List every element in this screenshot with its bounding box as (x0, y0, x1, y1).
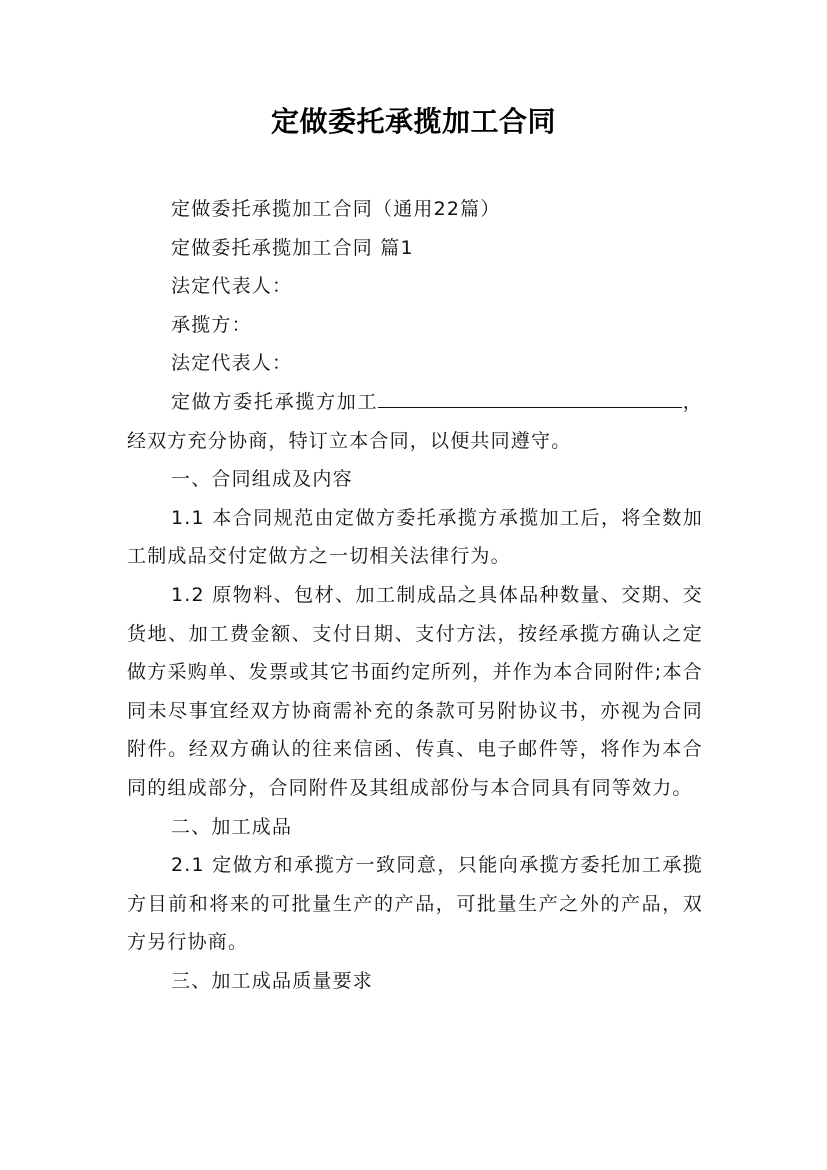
fill-in-blank (378, 385, 682, 408)
paragraph-legal-rep-2: 法定代表人： (171, 352, 293, 375)
heading-contract-composition: 一、合同组成及内容 (171, 468, 353, 491)
heading-quality-requirements: 三、加工成品质量要求 (171, 969, 374, 992)
document-body (127, 190, 703, 1000)
paragraph-section-heading: 定做委托承揽加工合同 篇1 (171, 236, 414, 259)
heading-processed-products: 二、加工成品 (171, 815, 293, 838)
paragraph-legal-rep-1: 法定代表人： (171, 275, 293, 298)
commission-text-after: ，经双方充分协商，特订立本合同，以便共同遵守。 (127, 390, 703, 452)
document-title: 定做委托承揽加工合同 (270, 105, 556, 138)
clause-1-1: 1.1 本合同规范由定做方委托承揽方承揽加工后，将全数加工制成品交付定做方之一切相关法律行为。 (127, 506, 703, 568)
paragraph-commission (127, 383, 703, 460)
clause-1-2: 1.2 原物料、包材、加工制成品之具体品种数量、交期、交货地、加工费金额、支付日期、支付方法，按经承揽方确认之定做方采购单、发票或其它书面约定所列，并作为本合同附件;本合同未尽事宜经双方协商需补充的条款可另附协议书，亦视为合同附件。经双方确认的往来信函、传真、电子邮件等，将作为本合同的组成部分，合同附件及其组成部份与本合同具有同等效力。 (127, 583, 703, 799)
paragraph-contractor: 承揽方： (171, 313, 252, 336)
paragraph-subtitle: 定做委托承揽加工合同（通用22篇） (171, 198, 501, 220)
commission-text-before: 定做方委托承揽方加工 (171, 390, 379, 413)
clause-2-1: 2.1 定做方和承揽方一致同意，只能向承揽方委托加工承揽方目前和将来的可批量生产的产品，可批量生产之外的产品，双方另行协商。 (127, 854, 703, 954)
